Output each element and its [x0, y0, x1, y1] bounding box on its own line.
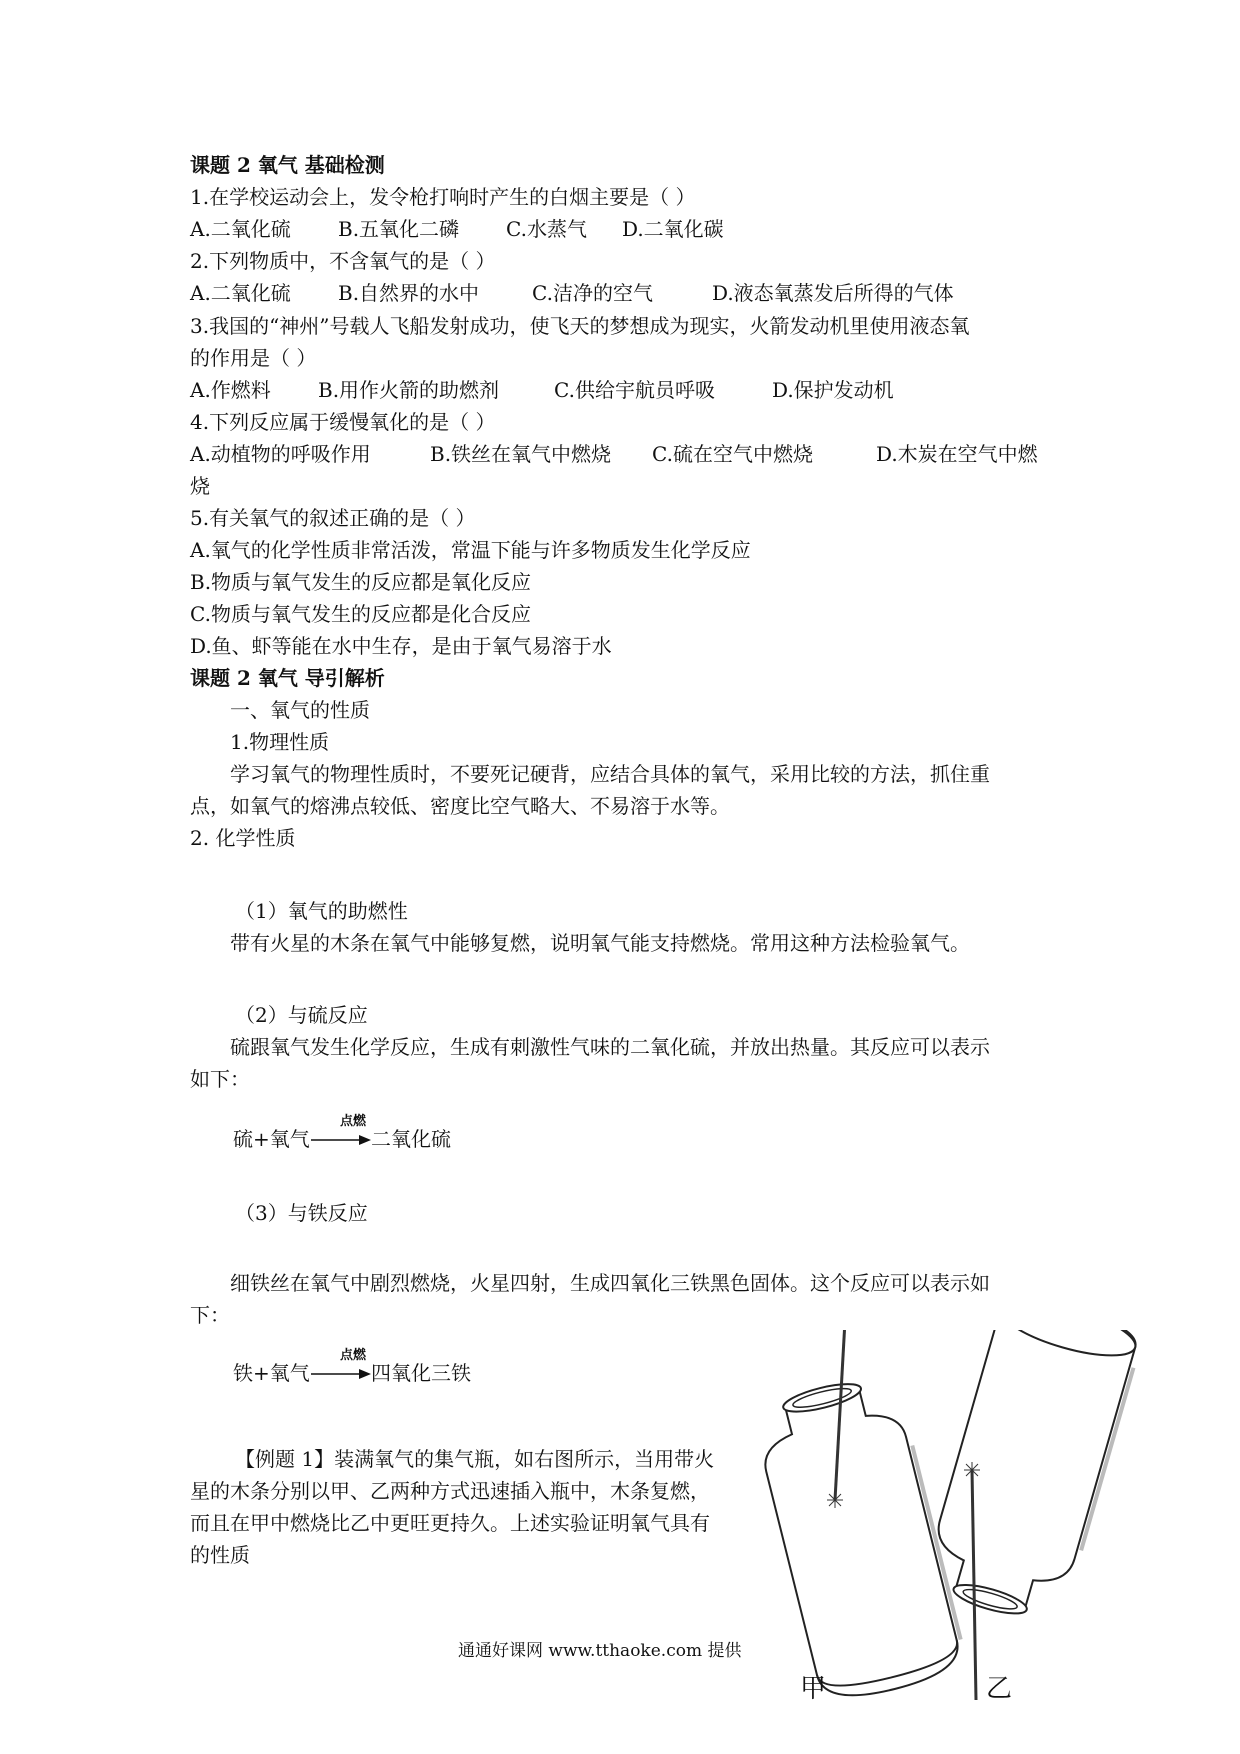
option: C.水蒸气: [506, 217, 587, 241]
page-footer: 通通好课网 www.tthaoke.com 提供: [458, 1641, 742, 1661]
option: A.作燃料: [190, 378, 271, 402]
paragraph-iron: 细铁丝在氧气中剧烈燃烧，火星四射，生成四氧化三铁黑色固体。这个反应可以表示如: [230, 1271, 990, 1295]
equation-reactants: 铁+氧气: [233, 1361, 310, 1385]
subheading-iron-reaction: （3）与铁反应: [235, 1201, 368, 1225]
paragraph-sulfur-cont: 如下：: [190, 1067, 250, 1091]
question-2-options: [190, 278, 1070, 308]
example-text-cont: 的性质: [190, 1543, 250, 1567]
equation-reactants: 硫+氧气: [233, 1127, 310, 1151]
paragraph-sulfur: 硫跟氧气发生化学反应，生成有刺激性气味的二氧化硫，并放出热量。其反应可以表示: [230, 1035, 990, 1059]
question-1-stem: 1.在学校运动会上，发令枪打响时产生的白烟主要是（ ）: [190, 185, 696, 209]
paragraph-combustion-support: 带有火星的木条在氧气中能够复燃，说明氧气能支持燃烧。常用这种方法检验氧气。: [230, 931, 970, 955]
option: D.液态氧蒸发后所得的气体: [712, 281, 954, 305]
paragraph-physical: 学习氧气的物理性质时，不要死记硬背，应结合具体的氧气，采用比较的方法，抓住重: [230, 762, 990, 786]
paragraph-iron-cont: 下：: [190, 1303, 230, 1327]
question-4-options: [190, 439, 1070, 469]
example-text-cont: 星的木条分别以甲、乙两种方式迅速插入瓶中，木条复燃，: [190, 1479, 710, 1503]
figure-label-jia: 甲: [800, 1674, 827, 1704]
option: C.硫在空气中燃烧: [652, 442, 813, 466]
question-3-stem-cont: 的作用是（ ）: [190, 346, 317, 370]
example-text-cont: 而且在甲中燃烧比乙中更旺更持久。上述实验证明氧气具有: [190, 1511, 710, 1535]
heading-physical-properties: 1.物理性质: [230, 730, 330, 754]
question-1-options: [190, 214, 1070, 244]
question-4-option-wrap: 烧: [190, 474, 210, 498]
gas-jar-figure: [740, 1330, 1140, 1700]
question-3-options: [190, 375, 1070, 405]
option: C.供给宇航员呼吸: [554, 378, 715, 402]
equation-product: 二氧化硫: [371, 1127, 451, 1151]
question-5-stem: 5.有关氧气的叙述正确的是（ ）: [190, 506, 476, 530]
equation-sulfur: [233, 1112, 533, 1152]
figure-label-yi: 乙: [986, 1674, 1013, 1704]
equation-condition: 点燃: [339, 1114, 366, 1129]
equation-condition: 点燃: [339, 1348, 366, 1363]
option: D.木炭在空气中燃: [876, 442, 1038, 466]
gas-jar-right-icon: [920, 1330, 1140, 1629]
option: D.保护发动机: [772, 378, 894, 402]
reaction-arrow-icon: [311, 1134, 373, 1146]
equation-product: 四氧化三铁: [371, 1361, 471, 1385]
question-5-option-b: B.物质与氧气发生的反应都是氧化反应: [190, 570, 532, 594]
option: C.洁净的空气: [532, 281, 653, 305]
question-5-option-d: D.鱼、虾等能在水中生存，是由于氧气易溶于水: [190, 634, 612, 658]
reaction-arrow-icon: [311, 1368, 373, 1380]
question-3-stem: 3.我国的“神州”号载人飞船发射成功，使飞天的梦想成为现实，火箭发动机里使用液态氧: [190, 314, 970, 338]
question-5-option-c: C.物质与氧气发生的反应都是化合反应: [190, 602, 531, 626]
gas-jar-left-icon: [750, 1370, 969, 1700]
option: D.二氧化碳: [622, 217, 724, 241]
question-5-option-a: A.氧气的化学性质非常活泼，常温下能与许多物质发生化学反应: [190, 538, 751, 562]
paragraph-physical-cont: 点，如氧气的熔沸点较低、密度比空气略大、不易溶于水等。: [190, 794, 730, 818]
option: B.铁丝在氧气中燃烧: [430, 442, 612, 466]
heading-oxygen-properties: 一、氧气的性质: [230, 698, 370, 722]
option: B.用作火箭的助燃剂: [318, 378, 500, 402]
section-title-guide: 课题 2 氧气 导引解析: [190, 666, 385, 690]
question-4-stem: 4.下列反应属于缓慢氧化的是（ ）: [190, 410, 496, 434]
option: B.自然界的水中: [338, 281, 480, 305]
option: B.五氧化二磷: [338, 217, 460, 241]
equation-iron: [233, 1346, 533, 1386]
example-text: 【例题 1】装满氧气的集气瓶，如右图所示，当用带火: [235, 1447, 715, 1471]
subheading-combustion-support: （1）氧气的助燃性: [235, 899, 408, 923]
section-title-basic-test: 课题 2 氧气 基础检测: [190, 153, 385, 177]
spark-icon: [964, 1462, 980, 1478]
option: A.二氧化硫: [190, 217, 291, 241]
question-2-stem: 2.下列物质中，不含氧气的是（ ）: [190, 249, 496, 273]
option: A.动植物的呼吸作用: [190, 442, 371, 466]
spark-icon: [827, 1492, 843, 1508]
heading-chemical-properties: 2. 化学性质: [190, 826, 296, 850]
subheading-sulfur-reaction: （2）与硫反应: [235, 1003, 368, 1027]
option: A.二氧化硫: [190, 281, 291, 305]
